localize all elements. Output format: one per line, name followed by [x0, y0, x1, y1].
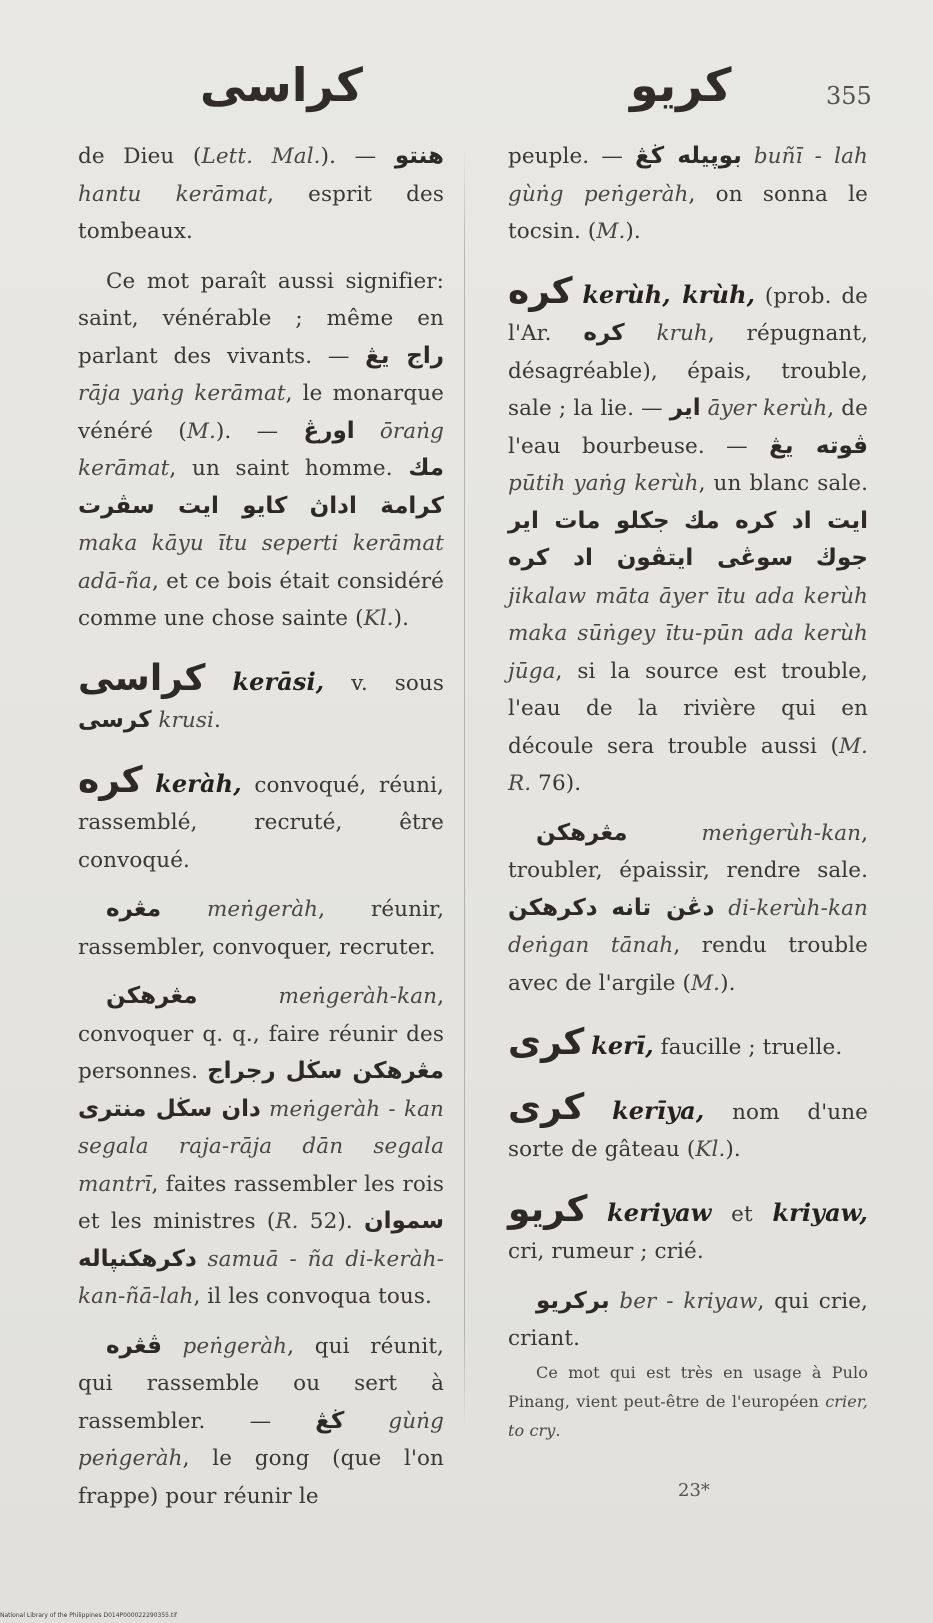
entry-keri: كرى kerī, faucille ; truelle. [508, 1022, 843, 1063]
continuation-paragraph: de Dieu (Lett. Mal.). — هنتو hantu kerāmat, esprit des tombeaux. [78, 143, 444, 244]
left-column [78, 138, 444, 1515]
keramat-sense-paragraph: Ce mot paraît aussi signifier: saint, vénérable ; même en parlant des vivants. — راج يڠ rāja yaṅg kerāmat, le monarque vénéré (M.). — اورڠ ōraṅg kerāmat, un saint homme. مك كايو ايت سڤرت كرامة اداڽ maka kāyu ītu seperti kerāmat adā-ña, et ce bois était considéré comme une chose sainte (Kl.). [78, 268, 445, 631]
right-column [508, 138, 868, 1445]
entry-keruh: كره kerùh, krùh, (prob. de l'Ar. كره kruh, répugnant, désagréable), épais, trouble, sale ; la lie. — اير āyer kerùh, de l'eau bourbeuse. — ڤوته يڠ pūtih yaṅg kerùh, un blanc sale. جكلو مات اير ايت اد كره مك سوڠى ايتڤون اد كره جوڬ jikalaw māta āyer ītu ada kerùh maka sūṅgey ītu-pūn ada kerùh jūga, si la source est trouble, l'eau de la rivière qui en découle sera trouble aussi (M. R. 76). [508, 270, 869, 796]
column-divider [464, 150, 465, 1430]
signature-mark: 23* [678, 1480, 710, 1501]
entry-kerasi: كراسى kerāsi, v. sous كرسى krusi. [78, 657, 444, 733]
usage-note: Ce mot qui est très en usage à Pulo Pinang, vient peut-être de l'européen crier, to cry. [508, 1362, 868, 1440]
running-head-right: كريو [630, 58, 732, 112]
subentry-pengerah: ڤڠره peṅgeràh, qui réunit, qui rassemble ou sert à rassembler. — ڬڠ gùṅg peṅgeràh, le gong (que l'on frappe) pour réunir le [78, 1332, 444, 1509]
entry-keriya: كرى kerīya, nom d'une sorte de gâteau (Kl.). [508, 1086, 868, 1162]
entry-keriyaw: كريو keriyaw et kriyaw, cri, rumeur ; crié. [508, 1188, 868, 1264]
subentry-mengeruhkan: مڠرهكن meṅgerùh-kan, troubler, épaissir, rendre sale. دكرهكن دڠن تانه di-kerùh-kan deṅgan tānah, rendu trouble avec de l'argile (M.). [508, 819, 868, 996]
subentry-mengerah: مڠره meṅgeràh, réunir, rassembler, convoquer, recruter. [78, 896, 444, 960]
subentry-berkriyaw: بركريو ber - kriyaw, qui crie, criant. [508, 1287, 868, 1351]
scan-stamp: National Library of the Philippines D014P000022290355.tif [0, 1612, 178, 1619]
running-head-left: كراسى [200, 58, 363, 112]
subentry-mengerahkan: مڠرهكن meṅgeràh-kan, convoquer q. q., faire réunir des personnes. مڠرهكن سڬل رجراج دان سڬل منترى meṅgeràh - kan segala raja-rāja dān segala mantrī, faites rassembler les rois et les ministres (R. 52). سموان دكرهكنڽاله samuā - ña di-keràh-kan-ñā-lah, il les convoqua tous. [78, 983, 445, 1309]
continuation-paragraph-right: peuple. — بوڽيله ڬڠ buñī - lah gùṅg peṅgeràh, on sonna le tocsin. (M.). [508, 143, 868, 244]
entry-kerah: كره keràh, convoqué, réuni, rassemblé, recruté, être convoqué. [78, 759, 444, 873]
page-number: 355 [826, 82, 872, 110]
